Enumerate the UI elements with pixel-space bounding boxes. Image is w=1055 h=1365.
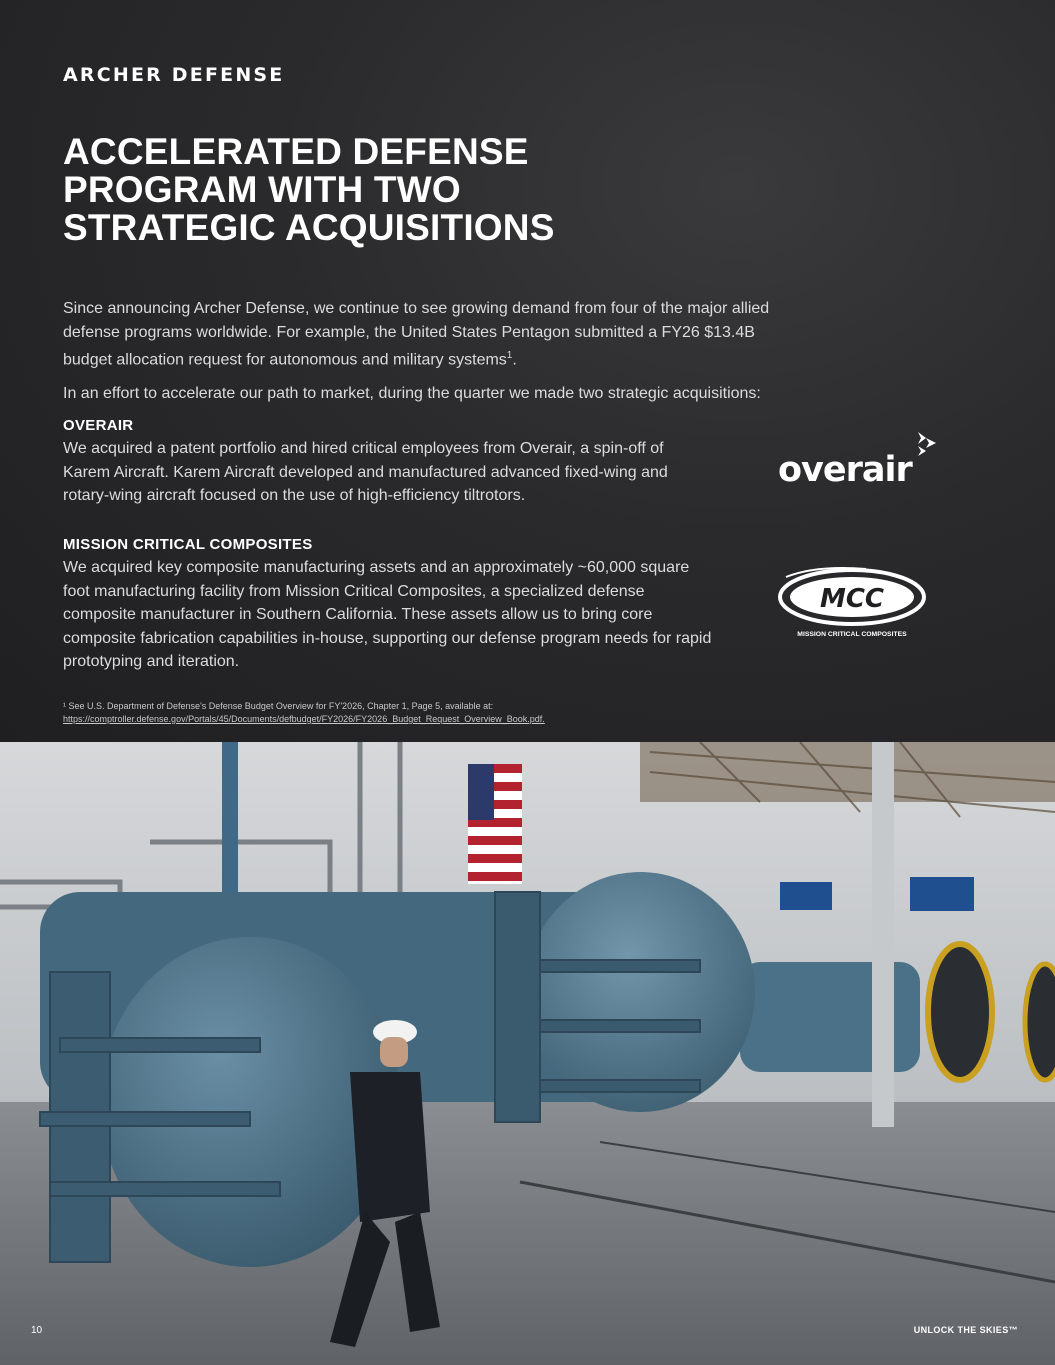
section-mcc — [63, 536, 713, 674]
page-number: 10 — [31, 1325, 43, 1336]
factory-photo — [0, 742, 1055, 1365]
headline-line-1: ACCELERATED DEFENSE — [63, 131, 529, 172]
headline-line-2: PROGRAM WITH TWO — [63, 169, 461, 210]
footnote-link[interactable]: https://comptroller.defense.gov/Portals/45/Documents/defbudget/FY2026/FY2026_Budget_Request_Overview_Book.pdf. — [63, 714, 545, 724]
intro-text — [63, 297, 778, 415]
overair-chevron-icon — [918, 446, 926, 456]
headline-line-3: STRATEGIC ACQUISITIONS — [63, 207, 555, 248]
svg-text:overair: overair — [778, 450, 912, 490]
overair-logo — [778, 430, 943, 490]
brand-logo: ARCHER DEFENSE — [63, 64, 285, 86]
svg-text:MCC: MCC — [819, 584, 885, 614]
svg-text:MISSION CRITICAL COMPOSITES: MISSION CRITICAL COMPOSITES — [797, 631, 907, 638]
section-overair — [63, 417, 713, 508]
mcc-logo — [776, 563, 926, 641]
footer-tagline: UNLOCK THE SKIES™ — [913, 1325, 1018, 1335]
section-title: MISSION CRITICAL COMPOSITES — [63, 536, 313, 553]
intro-paragraph-1: Since announcing Archer Defense, we continue to see growing demand from four of the major allied defense programs worldwide. For example, the United States Pentagon submitted a FY26 $13.4B budget allocation request for autonomous and military systems$^1$. — [63, 300, 770, 369]
overair-chevron-icon — [918, 432, 926, 444]
intro-paragraph-2: In an effort to accelerate our path to market, during the quarter we made two strategic acquisitions: — [63, 384, 761, 402]
page-headline — [63, 133, 763, 247]
flag-icon — [468, 764, 522, 884]
section-title: OVERAIR — [63, 417, 134, 434]
overair-chevron-icon — [926, 438, 936, 448]
footnote-marker: 1 — [506, 350, 513, 361]
footnote-text: ¹ See U.S. Department of Defense's Defense Budget Overview for FY'2026, Chapter 1, Page 5, available at: — [63, 701, 494, 711]
section-body: We acquired key composite manufacturing assets and an approximately ~60,000 square foot manufacturing facility from Mission Critical Composites, a specialized defense composite manufacturer in Southern California. These assets allow us to bring core composite fabrication capabilities in-house, supporting our defense program needs for rapid prototyping and iteration. — [63, 559, 712, 670]
footnote — [63, 700, 763, 726]
section-body: We acquired a patent portfolio and hired critical employees from Overair, a spin-off of Karem Aircraft. Karem Aircraft developed and manufactured advanced fixed-wing and rotary-wing aircraft focused on the use of high-efficiency tiltrotors. — [63, 440, 668, 504]
